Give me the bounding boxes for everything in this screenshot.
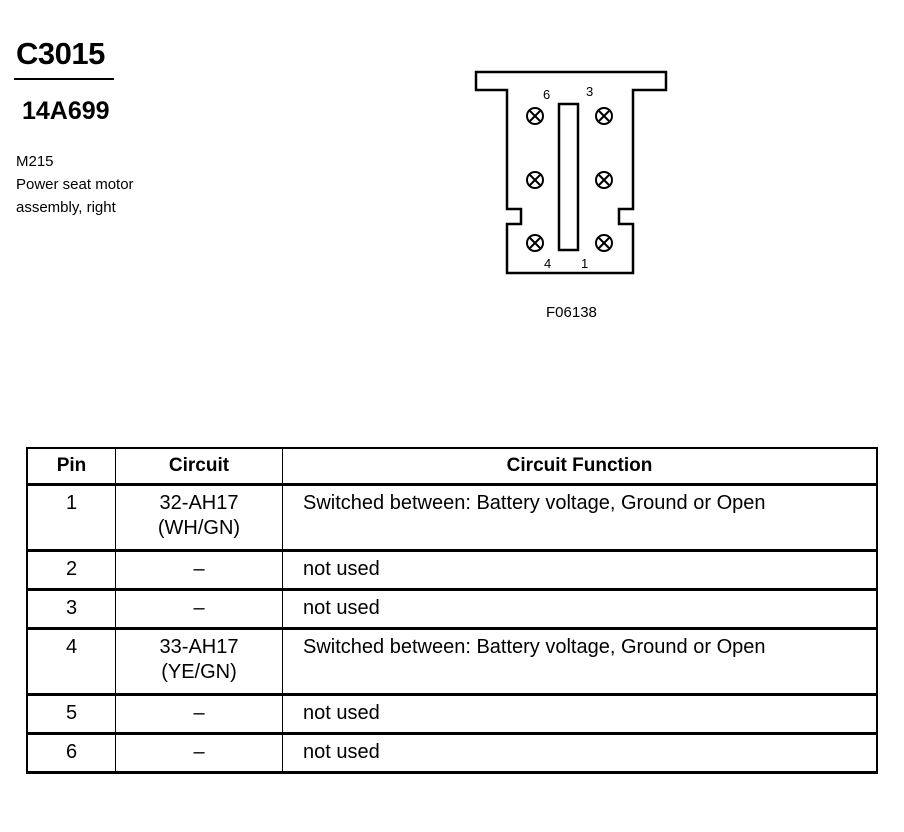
pin-cavity-3: [596, 108, 612, 124]
cell-function: not used: [283, 551, 878, 590]
pinout-table: [26, 447, 878, 774]
pin-cavity-5: [527, 172, 543, 188]
header-circuit: Circuit: [116, 448, 283, 485]
connector-id-underline: [14, 78, 114, 80]
table-row: [27, 629, 877, 695]
circuit-number: 33-AH17: [159, 636, 239, 658]
cell-circuit: –: [116, 590, 283, 629]
cell-pin: 4: [27, 629, 116, 695]
pin-label-6: 6: [543, 87, 551, 102]
header-circuit-function: Circuit Function: [283, 448, 878, 485]
cell-circuit: [116, 485, 283, 551]
table-header-row: [27, 448, 877, 485]
center-key-slot: [559, 104, 578, 250]
cell-pin: 6: [27, 734, 116, 773]
cell-function: Switched between: Battery voltage, Ground or Open: [283, 485, 878, 551]
pin-cavity-4: [527, 235, 543, 251]
cell-function: not used: [283, 590, 878, 629]
cell-circuit: –: [116, 695, 283, 734]
circuit-number: 32-AH17: [159, 492, 239, 514]
pin-cavity-1: [596, 235, 612, 251]
cell-pin: 2: [27, 551, 116, 590]
table-row: [27, 590, 877, 629]
figure-code: F06138: [546, 304, 597, 321]
table-row: [27, 695, 877, 734]
part-number: 14A699: [22, 97, 110, 125]
cell-circuit: [116, 629, 283, 695]
cell-circuit: –: [116, 551, 283, 590]
pin-cavity-6: [527, 108, 543, 124]
cell-function: not used: [283, 734, 878, 773]
connector-id: C3015: [16, 36, 105, 71]
connector-housing-outline: [476, 72, 666, 273]
table-row: [27, 551, 877, 590]
cell-pin: 1: [27, 485, 116, 551]
pin-cavity-2: [596, 172, 612, 188]
cell-function: Switched between: Battery voltage, Ground or Open: [283, 629, 878, 695]
description-line-name: Power seat motor: [16, 176, 134, 193]
cell-function: not used: [283, 695, 878, 734]
pin-label-3: 3: [586, 84, 594, 99]
description-line-location: assembly, right: [16, 199, 116, 216]
connector-face-diagram: [470, 66, 674, 280]
description-line-component: M215: [16, 153, 54, 170]
cell-pin: 3: [27, 590, 116, 629]
cell-pin: 5: [27, 695, 116, 734]
table-row: [27, 485, 877, 551]
header-pin: Pin: [27, 448, 116, 485]
wire-color: (YE/GN): [161, 661, 237, 683]
wire-color: (WH/GN): [157, 517, 241, 539]
pin-label-4: 4: [544, 256, 552, 271]
pin-label-1: 1: [581, 256, 589, 271]
connector-description: [16, 150, 134, 219]
table-row: [27, 734, 877, 773]
cell-circuit: –: [116, 734, 283, 773]
